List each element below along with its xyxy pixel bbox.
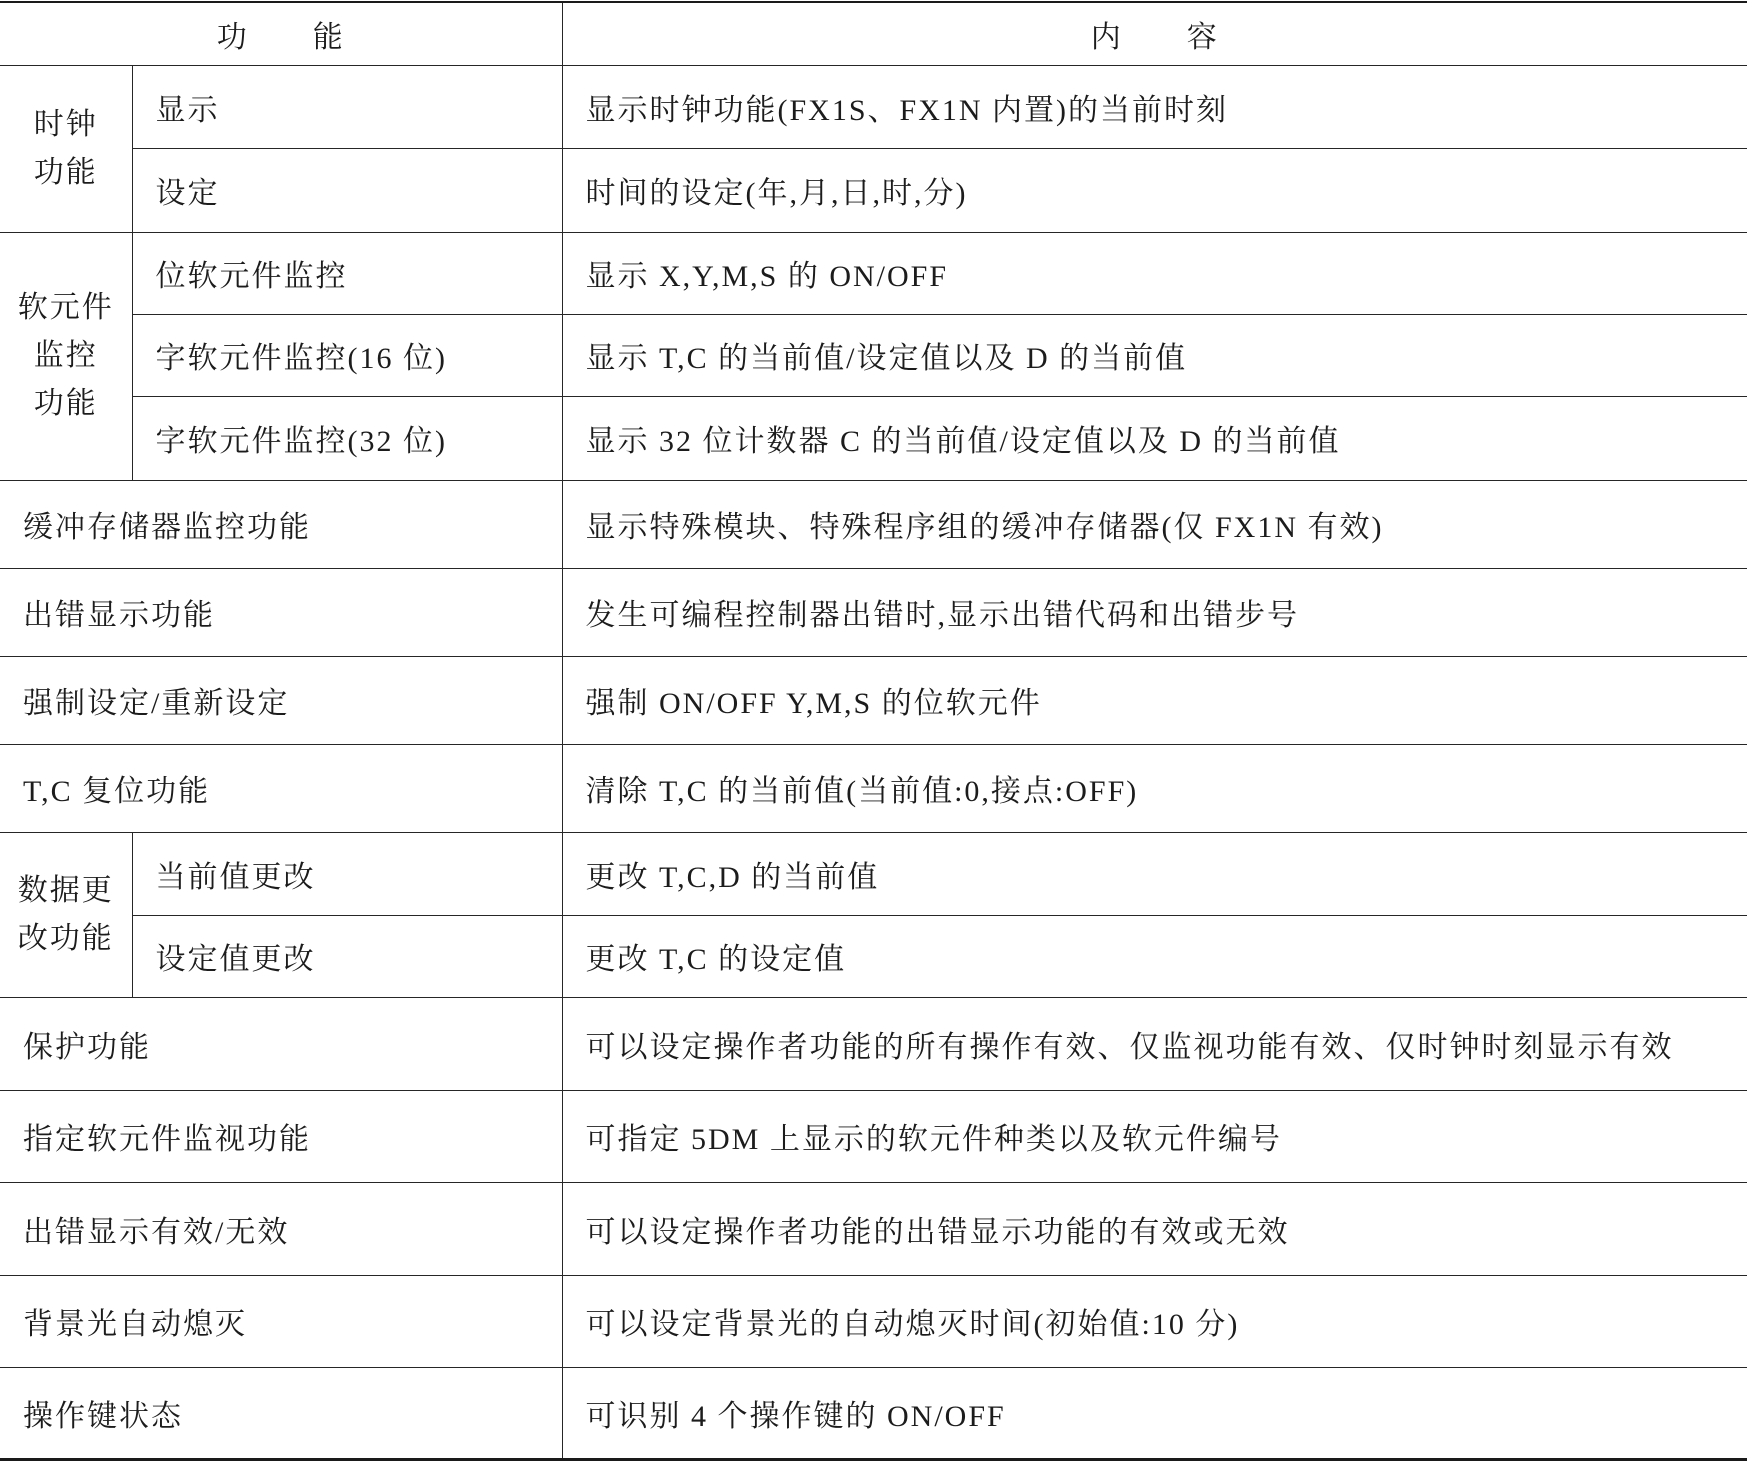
row-function: 出错显示有效/无效 <box>0 1182 562 1275</box>
table-row <box>0 568 1747 656</box>
table-row <box>0 232 1747 314</box>
table-row <box>0 148 1747 232</box>
row-function: 字软元件监控(32 位) <box>132 396 562 480</box>
header-content: 内 容 <box>562 2 1747 65</box>
table-row <box>0 915 1747 997</box>
row-function: 背景光自动熄灭 <box>0 1275 562 1367</box>
row-function: T,C 复位功能 <box>0 744 562 832</box>
function-table <box>0 1 1747 1461</box>
row-content: 可以设定操作者功能的所有操作有效、仅监视功能有效、仅时钟时刻显示有效 <box>562 997 1747 1090</box>
row-content: 显示 X,Y,M,S 的 ON/OFF <box>562 232 1747 314</box>
row-function: 显示 <box>132 65 562 148</box>
row-content: 可识别 4 个操作键的 ON/OFF <box>562 1367 1747 1459</box>
row-function: 设定 <box>132 148 562 232</box>
table-row <box>0 314 1747 396</box>
row-content: 显示 32 位计数器 C 的当前值/设定值以及 D 的当前值 <box>562 396 1747 480</box>
table-row <box>0 656 1747 744</box>
table-row <box>0 1090 1747 1182</box>
table-row <box>0 997 1747 1090</box>
row-content: 更改 T,C,D 的当前值 <box>562 832 1747 915</box>
group-label-data-change: 数据更 改功能 <box>0 832 132 997</box>
row-function: 强制设定/重新设定 <box>0 656 562 744</box>
row-content: 清除 T,C 的当前值(当前值:0,接点:OFF) <box>562 744 1747 832</box>
row-content: 显示时钟功能(FX1S、FX1N 内置)的当前时刻 <box>562 65 1747 148</box>
group-label-device-monitor: 软元件 监控 功能 <box>0 232 132 480</box>
header-row <box>0 2 1747 65</box>
table-row <box>0 1367 1747 1459</box>
header-function: 功 能 <box>0 2 562 65</box>
row-function: 字软元件监控(16 位) <box>132 314 562 396</box>
row-content: 显示特殊模块、特殊程序组的缓冲存储器(仅 FX1N 有效) <box>562 480 1747 568</box>
row-function: 保护功能 <box>0 997 562 1090</box>
row-function: 位软元件监控 <box>132 232 562 314</box>
row-function: 缓冲存储器监控功能 <box>0 480 562 568</box>
row-content: 显示 T,C 的当前值/设定值以及 D 的当前值 <box>562 314 1747 396</box>
row-content: 发生可编程控制器出错时,显示出错代码和出错步号 <box>562 568 1747 656</box>
table-row <box>0 744 1747 832</box>
table-row <box>0 832 1747 915</box>
row-function: 当前值更改 <box>132 832 562 915</box>
group-label-clock: 时钟 功能 <box>0 65 132 232</box>
row-content: 可指定 5DM 上显示的软元件种类以及软元件编号 <box>562 1090 1747 1182</box>
table-row <box>0 65 1747 148</box>
row-content: 时间的设定(年,月,日,时,分) <box>562 148 1747 232</box>
row-function: 设定值更改 <box>132 915 562 997</box>
table-row <box>0 480 1747 568</box>
row-content: 可以设定操作者功能的出错显示功能的有效或无效 <box>562 1182 1747 1275</box>
table-row <box>0 1182 1747 1275</box>
row-function: 指定软元件监视功能 <box>0 1090 562 1182</box>
row-function: 出错显示功能 <box>0 568 562 656</box>
row-content: 更改 T,C 的设定值 <box>562 915 1747 997</box>
table-row <box>0 1275 1747 1367</box>
row-content: 可以设定背景光的自动熄灭时间(初始值:10 分) <box>562 1275 1747 1367</box>
row-content: 强制 ON/OFF Y,M,S 的位软元件 <box>562 656 1747 744</box>
row-function: 操作键状态 <box>0 1367 562 1459</box>
table-row <box>0 396 1747 480</box>
